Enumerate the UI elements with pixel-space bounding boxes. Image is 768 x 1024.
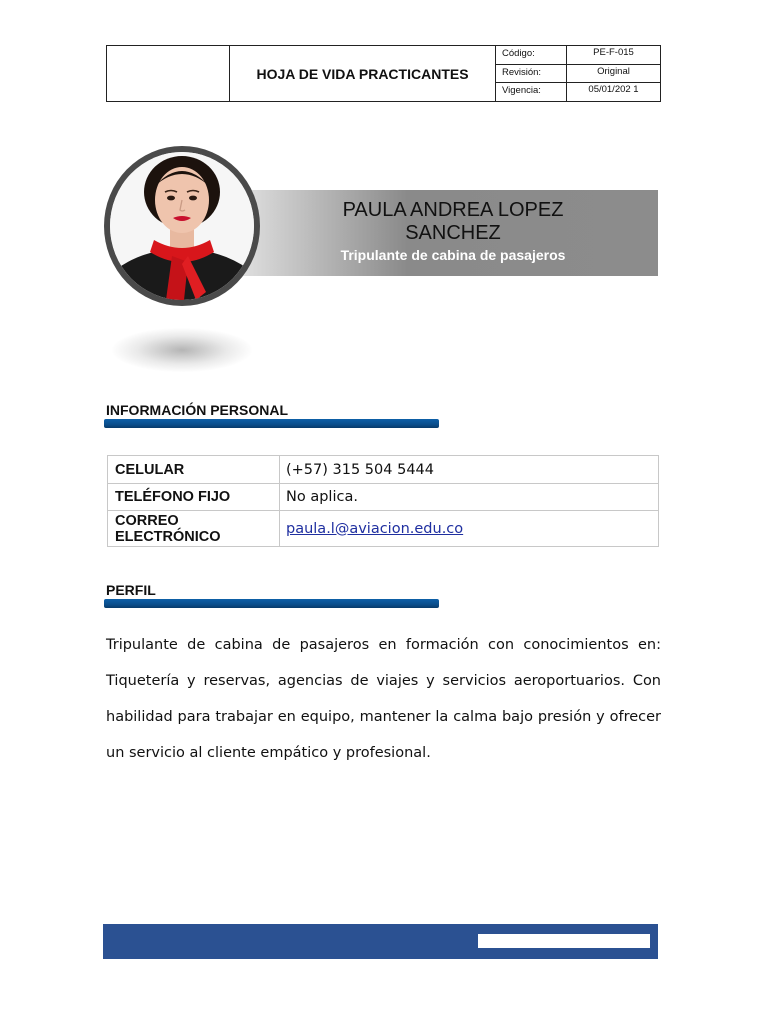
logo-cell <box>107 46 230 101</box>
field-value: (+57) 315 504 5444 <box>280 456 659 484</box>
table-row <box>108 511 659 547</box>
profile-paragraph: Tripulante de cabina de pasajeros en formación con conocimientos en: Tiquetería y reservas, agencias de viajes y servicios aeroportuarios. Con habilidad para trabajar en equipo, mantener la calma bajo presión y ofrecer un servicio al cliente empático y profesional. <box>106 637 661 761</box>
field-label: TELÉFONO FIJO <box>108 484 280 511</box>
meta-row-vigencia <box>496 83 660 101</box>
field-label: CORREO ELECTRÓNICO <box>108 511 280 547</box>
field-value: No aplica. <box>280 484 659 511</box>
meta-label: Vigencia: <box>496 83 567 101</box>
footer-box <box>478 934 650 948</box>
candidate-name: PAULA ANDREA LOPEZ SANCHEZ <box>342 199 564 244</box>
table-row <box>108 456 659 484</box>
meta-value: PE-F-015 <box>593 47 634 58</box>
photo-shadow <box>112 328 252 372</box>
section-bar-perfil <box>104 599 439 608</box>
field-label: CELULAR <box>108 456 280 484</box>
meta-row-codigo <box>496 46 660 65</box>
meta-label: Revisión: <box>496 65 567 83</box>
meta-value: 05/01/202 1 <box>588 84 639 96</box>
personal-info-table <box>107 455 659 547</box>
section-bar-personal <box>104 419 439 428</box>
meta-value: Original <box>597 65 630 77</box>
document-header <box>106 45 661 102</box>
footer-bar <box>103 924 658 959</box>
candidate-role: Tripulante de cabina de pasajeros <box>340 247 566 263</box>
portrait-illustration <box>110 152 254 300</box>
field-value <box>280 511 659 547</box>
section-title-personal: INFORMACIÓN PERSONAL <box>106 402 288 418</box>
document-title: HOJA DE VIDA PRACTICANTES <box>230 46 496 101</box>
document-meta <box>496 46 660 101</box>
email-link[interactable]: paula.l@aviacion.edu.co <box>286 520 464 537</box>
meta-row-revision <box>496 65 660 84</box>
profile-photo-frame <box>104 146 260 306</box>
meta-label: Código: <box>496 46 567 64</box>
table-row <box>108 484 659 511</box>
section-title-perfil: PERFIL <box>106 582 156 598</box>
profile-photo <box>110 152 254 300</box>
